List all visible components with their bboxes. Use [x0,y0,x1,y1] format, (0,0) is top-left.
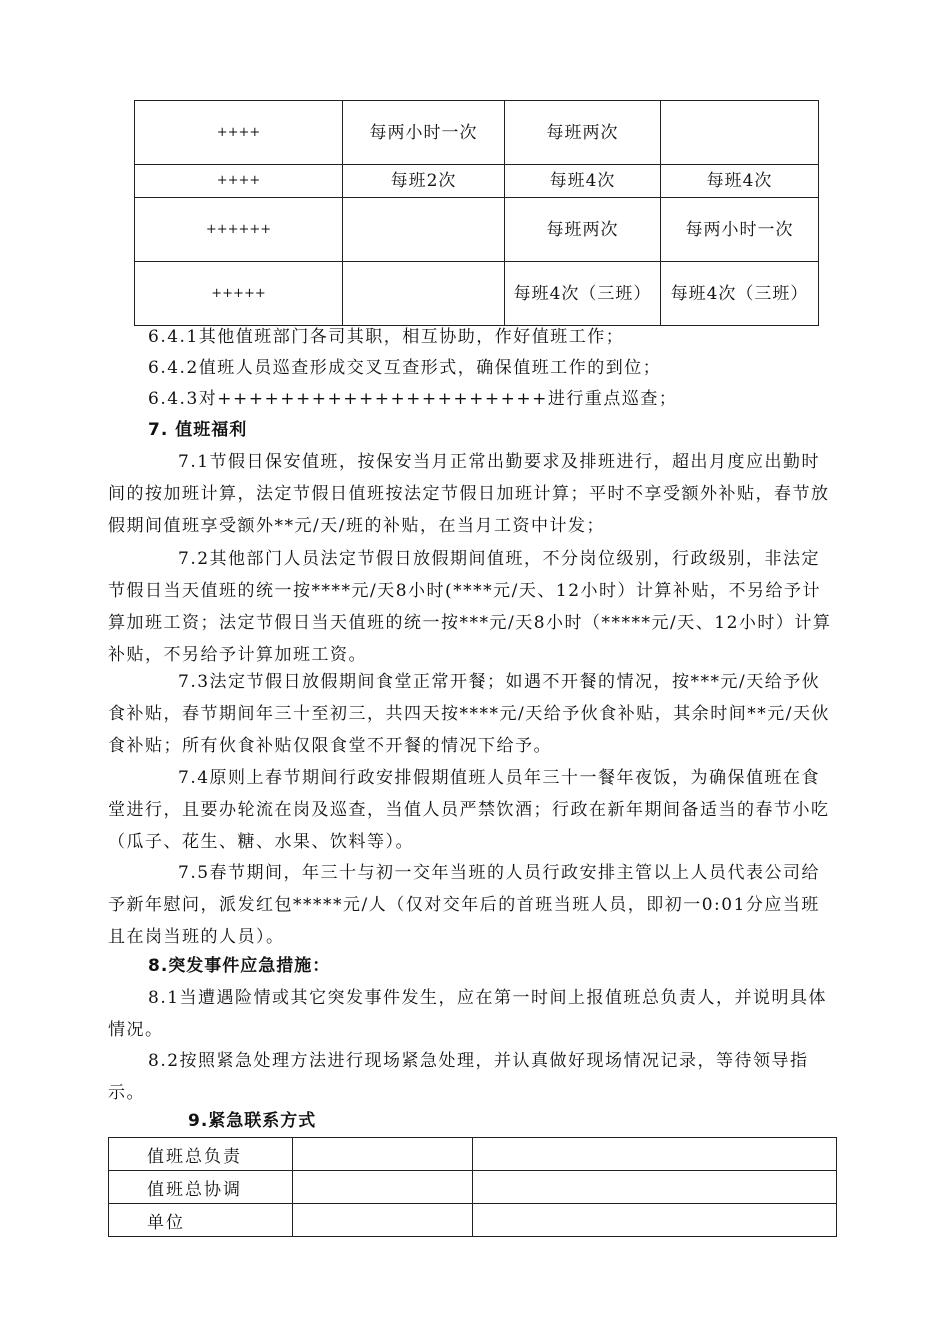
table-cell [293,1171,473,1204]
emergency-contact-table [108,1137,837,1237]
table-cell: ++++++ [135,198,343,262]
clause-8-2: 8.2按照紧急处理方法进行现场紧急处理，并认真做好现场情况记录，等待领导指示。 [108,1051,809,1103]
table-cell: 每班两次 [505,198,661,262]
table-cell: 每班4次（三班） [505,262,661,326]
table-cell [661,101,819,165]
table-cell [343,198,505,262]
clause-6-4-3: 6.4.3对+++++++++++++++++++++进行重点巡查； [148,389,678,409]
clause-6-4-2: 6.4.2值班人员巡查形成交叉互查形式，确保值班工作的到位； [148,358,662,378]
table-cell [293,1204,473,1237]
table-cell: ++++ [135,165,343,198]
table-cell: 值班总协调 [109,1171,293,1204]
table-cell: 每两小时一次 [661,198,819,262]
table-cell: 值班总负责 [109,1138,293,1171]
table-row [135,262,819,326]
table-cell: 每班两次 [505,101,661,165]
table-row [109,1204,837,1237]
table-cell [473,1138,837,1171]
section-9-heading: 9.紧急联系方式 [188,1111,317,1131]
clause-6-4-1: 6.4.1其他值班部门各司其职，相互协助，作好值班工作； [148,327,625,347]
table-cell [293,1138,473,1171]
table-row [135,101,819,165]
table-cell: 单位 [109,1204,293,1237]
section-8-heading: 8.突发事件应急措施： [148,956,331,976]
table-row [109,1171,837,1204]
table-cell [473,1204,837,1237]
table-cell [473,1171,837,1204]
duty-patrol-table [134,100,819,326]
table-cell: 每班2次 [343,165,505,198]
table-cell: 每班4次（三班） [661,262,819,326]
section-7-heading: 7. 值班福利 [148,420,248,440]
clause-7-1: 7.1节假日保安值班，按保安当月正常出勤要求及排班进行，超出月度应出勤时间的按加班计算，法定节假日值班按法定节假日加班计算；平时不享受额外补贴，春节放假期间值班享受额外**元/天/班的补贴，在当月工资中计发； [108,452,830,536]
table-cell: 每两小时一次 [343,101,505,165]
table-cell: +++++ [135,262,343,326]
table-row [135,198,819,262]
clause-8-1: 8.1当遭遇险情或其它突发事件发生，应在第一时间上报值班总负责人，并说明具体情况。 [108,988,828,1040]
table-cell: 每班4次 [505,165,661,198]
clause-7-5: 7.5春节期间，年三十与初一交年当班的人员行政安排主管以上人员代表公司给予新年慰问，派发红包*****元/人（仅对交年后的首班当班人员，即初一0:01分应当班且在岗当班的人员）。 [108,863,821,947]
table-cell: ++++ [135,101,343,165]
table-row [109,1138,837,1171]
clause-7-2: 7.2其他部门人员法定节假日放假期间值班，不分岗位级别，行政级别，非法定节假日当天值班的统一按****元/天8小时(****元/天、12小时）计算补贴，不另给予计算加班工资；法定节假日当天值班的统一按***元/天8小时（*****元/天、12小时）计算补贴，不另给予计算加班工资。 [108,549,832,665]
clause-7-4: 7.4原则上春节期间行政安排假期值班人员年三十一餐年夜饭，为确保值班在食堂进行，且要办轮流在岗及巡查，当值人员严禁饮酒；行政在新年期间备适当的春节小吃（瓜子、花生、糖、水果、饮料等）。 [108,768,830,852]
table-cell: 每班4次 [661,165,819,198]
table-cell [343,262,505,326]
table-row [135,165,819,198]
clause-7-3: 7.3法定节假日放假期间食堂正常开餐；如遇不开餐的情况，按***元/天给予伙食补贴，春节期间年三十至初三，共四天按****元/天给予伙食补贴，其余时间**元/天伙食补贴；所有伙食补贴仅限食堂不开餐的情况下给予。 [108,672,830,756]
